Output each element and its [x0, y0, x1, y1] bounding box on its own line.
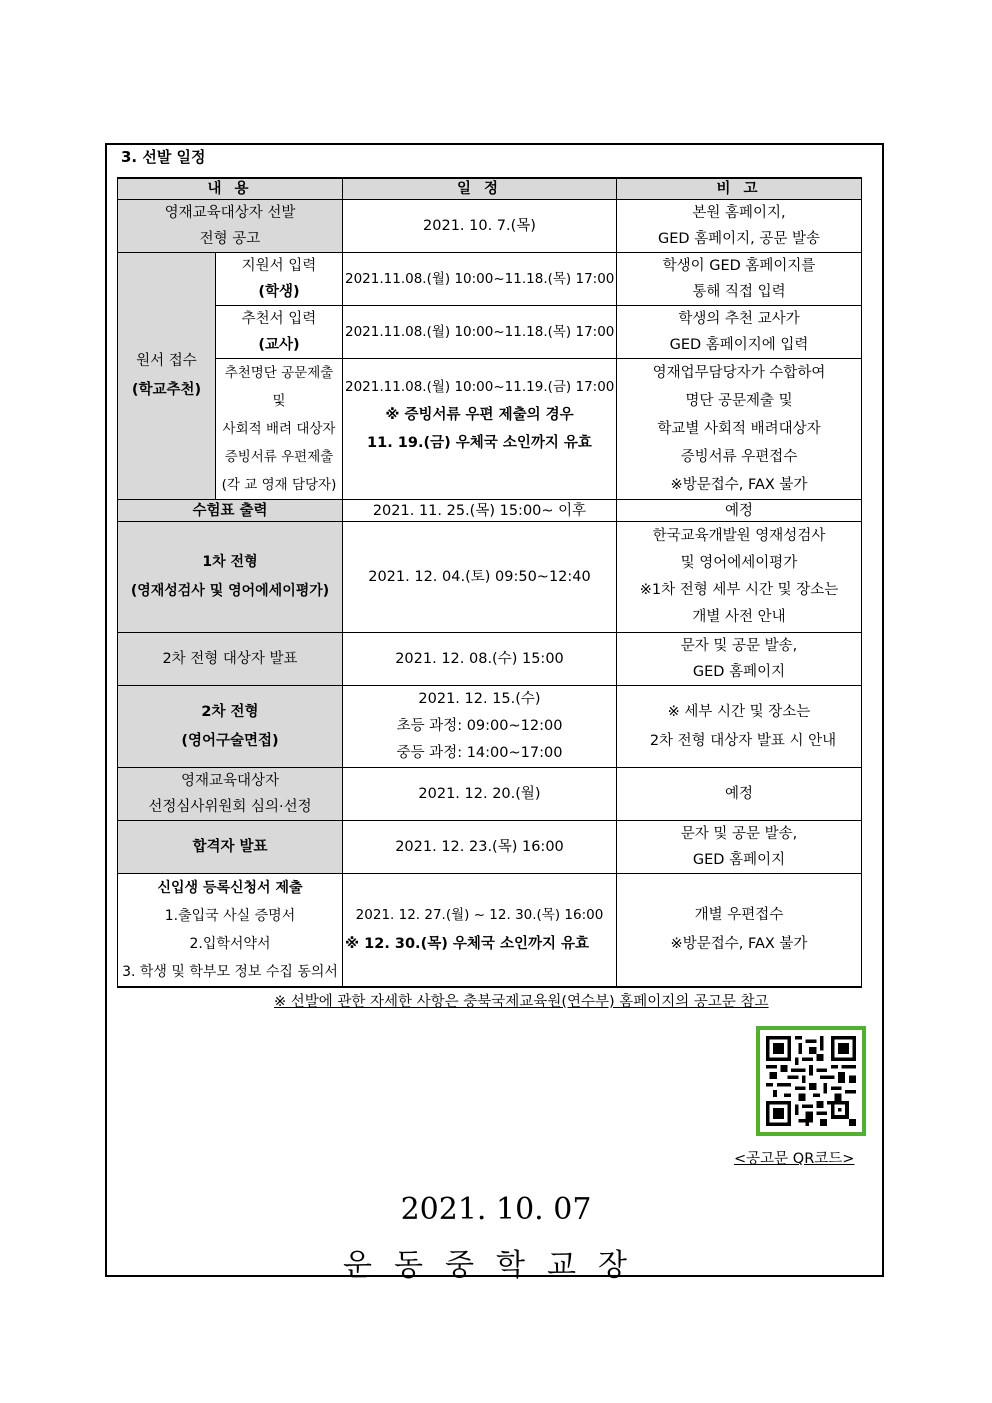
schedule-table [117, 177, 862, 988]
table-row [118, 686, 862, 768]
row-remark: 한국교육개발원 영재성검사 및 영어에세이평가 ※1차 전형 세부 시간 및 장소는 개별 사전 안내 [617, 522, 862, 633]
section-title: 3. 선발 일정 [121, 148, 206, 166]
row-schedule: 2021. 12. 27.(월) ~ 12. 30.(목) 16:00 ※ 12. 30.(목) 우체국 소인까지 유효 [343, 874, 617, 988]
table-row [118, 500, 862, 522]
header-remark: 비 고 [617, 178, 862, 200]
footnote: ※ 선발에 관한 자세한 사항은 충북국제교육원(연수부) 홈페이지의 공고문 참고 [274, 994, 769, 1010]
row-content: 1차 전형 (영재성검사 및 영어에세이평가) [118, 522, 343, 633]
row-schedule: 2021. 12. 23.(목) 16:00 [343, 821, 617, 874]
row-schedule: 2021.11.08.(월) 10:00~11.18.(목) 17:00 [343, 253, 617, 306]
document-date: 2021. 10. 07 [400, 1192, 592, 1227]
table-row [118, 874, 862, 988]
row-remark: 문자 및 공문 발송, GED 홈페이지 [617, 633, 862, 686]
row-content: 추천명단 공문제출 및 사회적 배려 대상자 증빙서류 우편제출 (각 교 영재 담당자) [216, 359, 343, 500]
qr-code-icon [766, 1036, 856, 1126]
table-row [118, 768, 862, 821]
row-content: 영재교육대상자 선발 전형 공고 [118, 200, 343, 253]
school-principal-signature: 운동중학교장 [343, 1248, 649, 1283]
row-remark: 본원 홈페이지, GED 홈페이지, 공문 발송 [617, 200, 862, 253]
row-schedule: 2021.11.08.(월) 10:00~11.18.(목) 17:00 [343, 306, 617, 359]
table-row [118, 253, 862, 306]
row-content: 신입생 등록신청서 제출 1.출입국 사실 증명서 2.입학서약서 3. 학생 및 학부모 정보 수집 동의서 [118, 874, 343, 988]
qr-code[interactable] [756, 1026, 866, 1136]
apply-group: 원서 접수 (학교추천) [118, 253, 216, 500]
row-schedule: 2021. 12. 04.(토) 09:50~12:40 [343, 522, 617, 633]
row-remark: 예정 [617, 768, 862, 821]
row-content: 지원서 입력 (학생) [216, 253, 343, 306]
row-content: 추천서 입력 (교사) [216, 306, 343, 359]
table-row [118, 359, 862, 500]
row-remark: 학생이 GED 홈페이지를 통해 직접 입력 [617, 253, 862, 306]
table-header-row [118, 178, 862, 200]
row-schedule: 2021. 12. 15.(수) 초등 과정: 09:00~12:00 중등 과정: 14:00~17:00 [343, 686, 617, 768]
row-schedule: 2021. 12. 08.(수) 15:00 [343, 633, 617, 686]
row-content: 영재교육대상자 선정심사위원회 심의·선정 [118, 768, 343, 821]
qr-caption: <공고문 QR코드> [734, 1151, 855, 1167]
row-remark: 학생의 추천 교사가 GED 홈페이지에 입력 [617, 306, 862, 359]
row-remark: ※ 세부 시간 및 장소는 2차 전형 대상자 발표 시 안내 [617, 686, 862, 768]
row-content: 2차 전형 (영어구술면접) [118, 686, 343, 768]
row-remark: 예정 [617, 500, 862, 522]
row-schedule: 2021. 10. 7.(목) [343, 200, 617, 253]
row-schedule: 2021. 11. 25.(목) 15:00~ 이후 [343, 500, 617, 522]
table-row [118, 821, 862, 874]
row-schedule: 2021. 12. 20.(월) [343, 768, 617, 821]
table-row [118, 200, 862, 253]
table-row [118, 522, 862, 633]
table-row [118, 306, 862, 359]
row-remark: 개별 우편접수 ※방문접수, FAX 불가 [617, 874, 862, 988]
header-content: 내 용 [118, 178, 343, 200]
row-remark: 영재업무담당자가 수합하여 명단 공문제출 및 학교별 사회적 배려대상자 증빙서류 우편접수 ※방문접수, FAX 불가 [617, 359, 862, 500]
row-schedule: 2021.11.08.(월) 10:00~11.19.(금) 17:00 ※ 증빙서류 우편 제출의 경우 11. 19.(금) 우체국 소인까지 유효 [343, 359, 617, 500]
table-row [118, 633, 862, 686]
row-remark: 문자 및 공문 발송, GED 홈페이지 [617, 821, 862, 874]
header-schedule: 일 정 [343, 178, 617, 200]
row-content: 수험표 출력 [118, 500, 343, 522]
row-content: 2차 전형 대상자 발표 [118, 633, 343, 686]
row-content: 합격자 발표 [118, 821, 343, 874]
